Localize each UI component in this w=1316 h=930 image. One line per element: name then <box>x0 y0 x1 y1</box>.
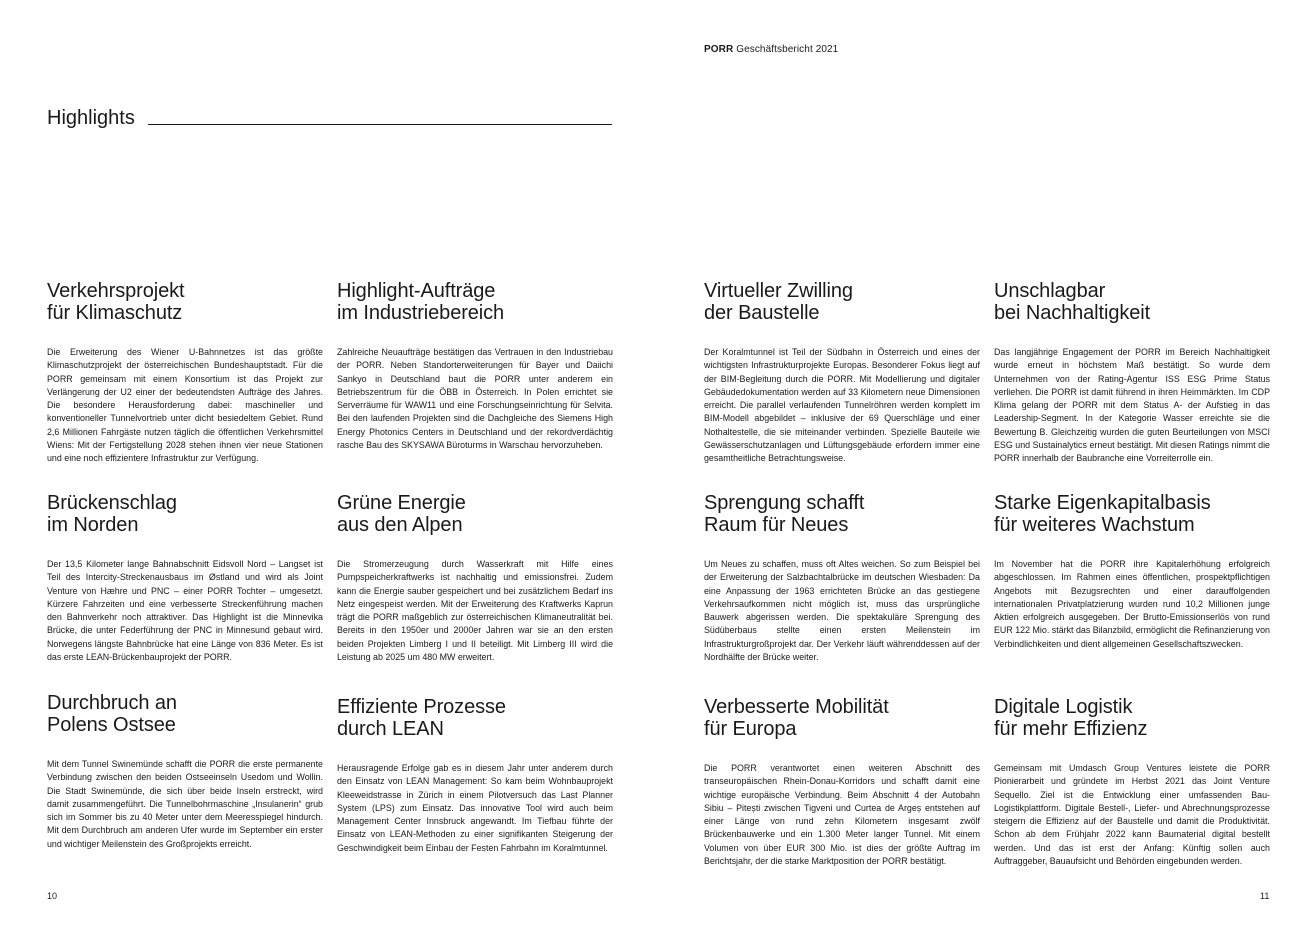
section-digitale-logistik <box>994 696 1270 868</box>
section-body: Die Stromerzeugung durch Wasserkraft mit Hilfe eines Pumpspeicherkraftwerks ist nachhaltig und emissionsfrei. Zudem kann die Energie sauber gespeichert und bei zusätzlichem Bedarf ins Netz eingespeist werden. Mit der Erweiterung des Kraftwerks Kaprun trägt die PORR maßgeblich zur österreichischen Klimaneutralität bei. Bereits in den 1950er und 2000er Jahren war sie an den ersten beiden Projekten Limberg I und II beteiligt. Mit Limberg III wird die Leistung ab 2025 um 480 MW erweitert. <box>337 559 613 663</box>
section-title: Virtueller Zwilling der Baustelle <box>704 280 853 324</box>
section-title: Brückenschlag im Norden <box>47 492 177 536</box>
section-highlight-auftraege <box>337 280 613 452</box>
section-mobilitaet <box>704 696 980 868</box>
section-title: Sprengung schafft Raum für Neues <box>704 492 865 536</box>
section-body: Mit dem Tunnel Swinemünde schafft die PORR die erste permanente Verbindung zwischen den beiden Ostseeinseln Usedom und Wollin. Die Stadt Swinemünde, die sich über beide Inseln erstreckt, wird damit zusammengeführt. Die Tunnelbohrmaschine „Insulanerin“ grub sich im Sommer bis zu 40 Meter unter dem Meeresspiegel hindurch. Mit dem Durchbruch am anderen Ufer wurde im September ein erster und wichtiger Meilenstein des Großprojekts erreicht. <box>47 759 323 849</box>
section-body: Das langjährige Engagement der PORR im Bereich Nachhaltigkeit wurde erneut in höchstem Maß bestätigt. So wurde dem Unternehmen von der Rating-Agentur ISS ESG Prime Status verliehen. Die PORR ist damit führend in ihren Heimmärkten. Im CDP Klima gelang der PORR mit dem Status A- der Aufstieg in das Leadership-Segment. In der Kategorie Wasser erreichte sie die Bewertung B. Gleichzeitig wurden die guten Beurteilungen von MSCI ESG und Sustainalytics erneut bestätigt. Mit diesen Ratings nimmt die PORR innerhalb der Baubranche eine Vorreiterrolle ein. <box>994 347 1270 464</box>
section-title: Highlight-Aufträge im Industriebereich <box>337 280 505 324</box>
section-sprengung <box>704 492 980 664</box>
header-text: Geschäftsbericht 2021 <box>736 44 839 55</box>
section-body: Die Erweiterung des Wiener U-Bahnnetzes ist das größte Klimaschutzprojekt der österreichischen Bundeshauptstadt. Für die PORR gemeinsam mit einem Konsortium ist das Projekt zur Verlängerung der U2 einer der bedeutendsten Aufträge des Jahres. Die besondere Herausforderung dabei: maschineller und konventioneller Tunnelvortrieb unter dicht besiedeltem Gebiet. Rund 2,6 Millionen Fahrgäste nutzen täglich die öffentlichen Verkehrsmittel Wiens: Mit der Fertigstellung 2028 stehen ihnen vier neue Stationen und eine noch effizientere Infrastruktur zur Verfügung. <box>47 347 323 464</box>
section-title: Digitale Logistik für mehr Effizienz <box>994 696 1148 740</box>
section-body: Zahlreiche Neuaufträge bestätigen das Vertrauen in den Industriebau der PORR. Neben Standorterweiterungen für Bayer und Daiichi Sankyo in Deutschland baut die PORR unter anderem ein Betriebszentrum für die ÖBB in Österreich. In Polen errichtet sie Serverräume für WAW11 und eine Forschungseinrichtung für Selvita. Bei den laufenden Projekten sind die Dachgleiche des Siemens High Energy Photonics Centers in Deutschland und der rekordverdächtig rasche Bau des SKYSAWA Büroturms in Warschau hervorzuheben. <box>337 347 613 451</box>
section-body: Die PORR verantwortet einen weiteren Abschnitt des transeuropäischen Rhein-Donau-Korridors und schafft damit eine wichtige europäische Verbindung. Beim Abschnitt 4 der Autobahn Sibiu – Pitești zwischen Tigveni und Curtea de Argeș entstehen auf einer Länge von rund zehn Kilometern insgesamt zwölf Brückenbauwerke und ein 1.300 Meter langer Tunnel. Mit einem Volumen von über EUR 300 Mio. ist dies der größte Auftrag im Berichtsjahr, der die starke Marktposition der PORR bestätigt. <box>704 763 980 867</box>
heading-rule <box>148 124 612 125</box>
section-body: Der 13,5 Kilometer lange Bahnabschnitt Eidsvoll Nord – Langset ist Teil des Intercity-Streckenausbaus im Østland und wird als Joint Venture von Hæhre und PNC – einer PORR Tochter – umgesetzt. Kürzere Fahrzeiten und eine verbesserte Streckenführung machen den Bahnverkehr noch attraktiver. Das Highlight ist die Minnevika Brücke, die unter Federführung der PNC in Minnesund gebaut wird. Norwegens längste Bahnbrücke hat eine Länge von 836 Meter. Es ist das erste LEAN-Brückenbauprojekt der PORR. <box>47 559 323 663</box>
section-durchbruch <box>47 692 323 851</box>
section-title: Grüne Energie aus den Alpen <box>337 492 466 536</box>
section-virtueller-zwilling <box>704 280 980 466</box>
report-header <box>704 44 838 55</box>
page-number-left: 10 <box>47 891 58 901</box>
section-brueckenschlag <box>47 492 323 664</box>
section-body: Um Neues zu schaffen, muss oft Altes weichen. So zum Beispiel bei der Erweiterung der Salzbachtalbrücke im deutschen Wiesbaden: Da eine Anpassung der 1963 errichteten Brücke an das gestiegene Verkehrsaufkommen nicht möglich ist, muss das ursprüngliche Bauwerk abgerissen werden. Die spektakuläre Sprengung des Südüberbaus stellte einen ersten Meilenstein im Infrastrukturgroßprojekt dar. Der Verkehr läuft währenddessen auf der Nordhälfte der Brücke weiter. <box>704 559 980 663</box>
header-brand: PORR <box>704 44 734 55</box>
section-eigenkapital <box>994 492 1270 651</box>
section-title: Durchbruch an Polens Ostsee <box>47 692 177 736</box>
section-gruene-energie <box>337 492 613 664</box>
section-nachhaltigkeit <box>994 280 1270 466</box>
section-body: Der Koralmtunnel ist Teil der Südbahn in Österreich und eines der wichtigsten Infrastrukturprojekte Europas. Besonderer Fokus liegt auf der BIM-Begleitung durch die PORR. Mit Modellierung und digitaler Gebäudedokumentation werden auf 33 Kilometern neue Dimensionen erreicht. Die parallel verlaufenden Tunnelröhren werden komplett im BIM-Modell abgebildet – inklusive der 69 Querschläge und einer Nothaltestelle, die sie miteinander verbinden. Spezielle Bauteile wie Gewässerschutzanlagen und Lüftungsgebäude erfordern immer eine gesamtheitliche Betrachtungsweise. <box>704 347 980 464</box>
highlights-heading: Highlights <box>47 107 135 129</box>
page-number-right: 11 <box>1260 891 1270 901</box>
section-verkehrsprojekt <box>47 280 323 466</box>
section-title: Verbesserte Mobilität für Europa <box>704 696 889 740</box>
section-title: Effiziente Prozesse durch LEAN <box>337 696 506 740</box>
section-body: Herausragende Erfolge gab es in diesem Jahr unter anderem durch den Einsatz von LEAN Management: So kam beim Wohnbauprojekt Kleeweidstrasse in Zürich in einem Pilotversuch das Last Planner System (LPS) zum Einsatz. Das innovative Tool wird auch beim Management Center Innsbruck angewandt. Im Tiefbau führte der Einsatz von LEAN-Methoden zu einer signifikanten Steigerung der Geschwindigkeit beim Einbau der Festen Fahrbahn im Koralmtunnel. <box>337 763 613 853</box>
section-lean <box>337 696 613 855</box>
section-title: Starke Eigenkapitalbasis für weiteres Wachstum <box>994 492 1211 536</box>
section-body: Im November hat die PORR ihre Kapitalerhöhung erfolgreich abgeschlossen. Im Rahmen eines öffentlichen, prospektpflichtigen Angebots mit Bezugsrechten und einer darauffolgenden internationalen Privatplatzierung wurden rund 10,2 Millionen junge Aktien erfolgreich ausgegeben. Der Brutto-Emissionserlös von rund EUR 122 Mio. stärkt das Bilanzbild, ermöglicht die Refinanzierung von Verbindlichkeiten und dient allgemeinen Gesellschaftszwecken. <box>994 559 1270 649</box>
section-title: Unschlagbar bei Nachhaltigkeit <box>994 280 1151 324</box>
section-body: Gemeinsam mit Umdasch Group Ventures leistete die PORR Pionierarbeit und gründete im Herbst 2021 das Joint Venture Sequello. Ziel ist die Entwicklung einer umfassenden Bau-Logistikplattform. Digitale Bestell-, Liefer- und Abrechnungsprozesse steigern die Effizienz auf der Baustelle und damit die Produktivität. Schon ab dem Frühjahr 2022 kann Baumaterial digital bestellt werden. Und das ist erst der Anfang: Künftig sollen auch Auftraggeber, Bauaufsicht und Behörden eingebunden werden. <box>994 763 1270 867</box>
section-title: Verkehrsprojekt für Klimaschutz <box>47 280 185 324</box>
